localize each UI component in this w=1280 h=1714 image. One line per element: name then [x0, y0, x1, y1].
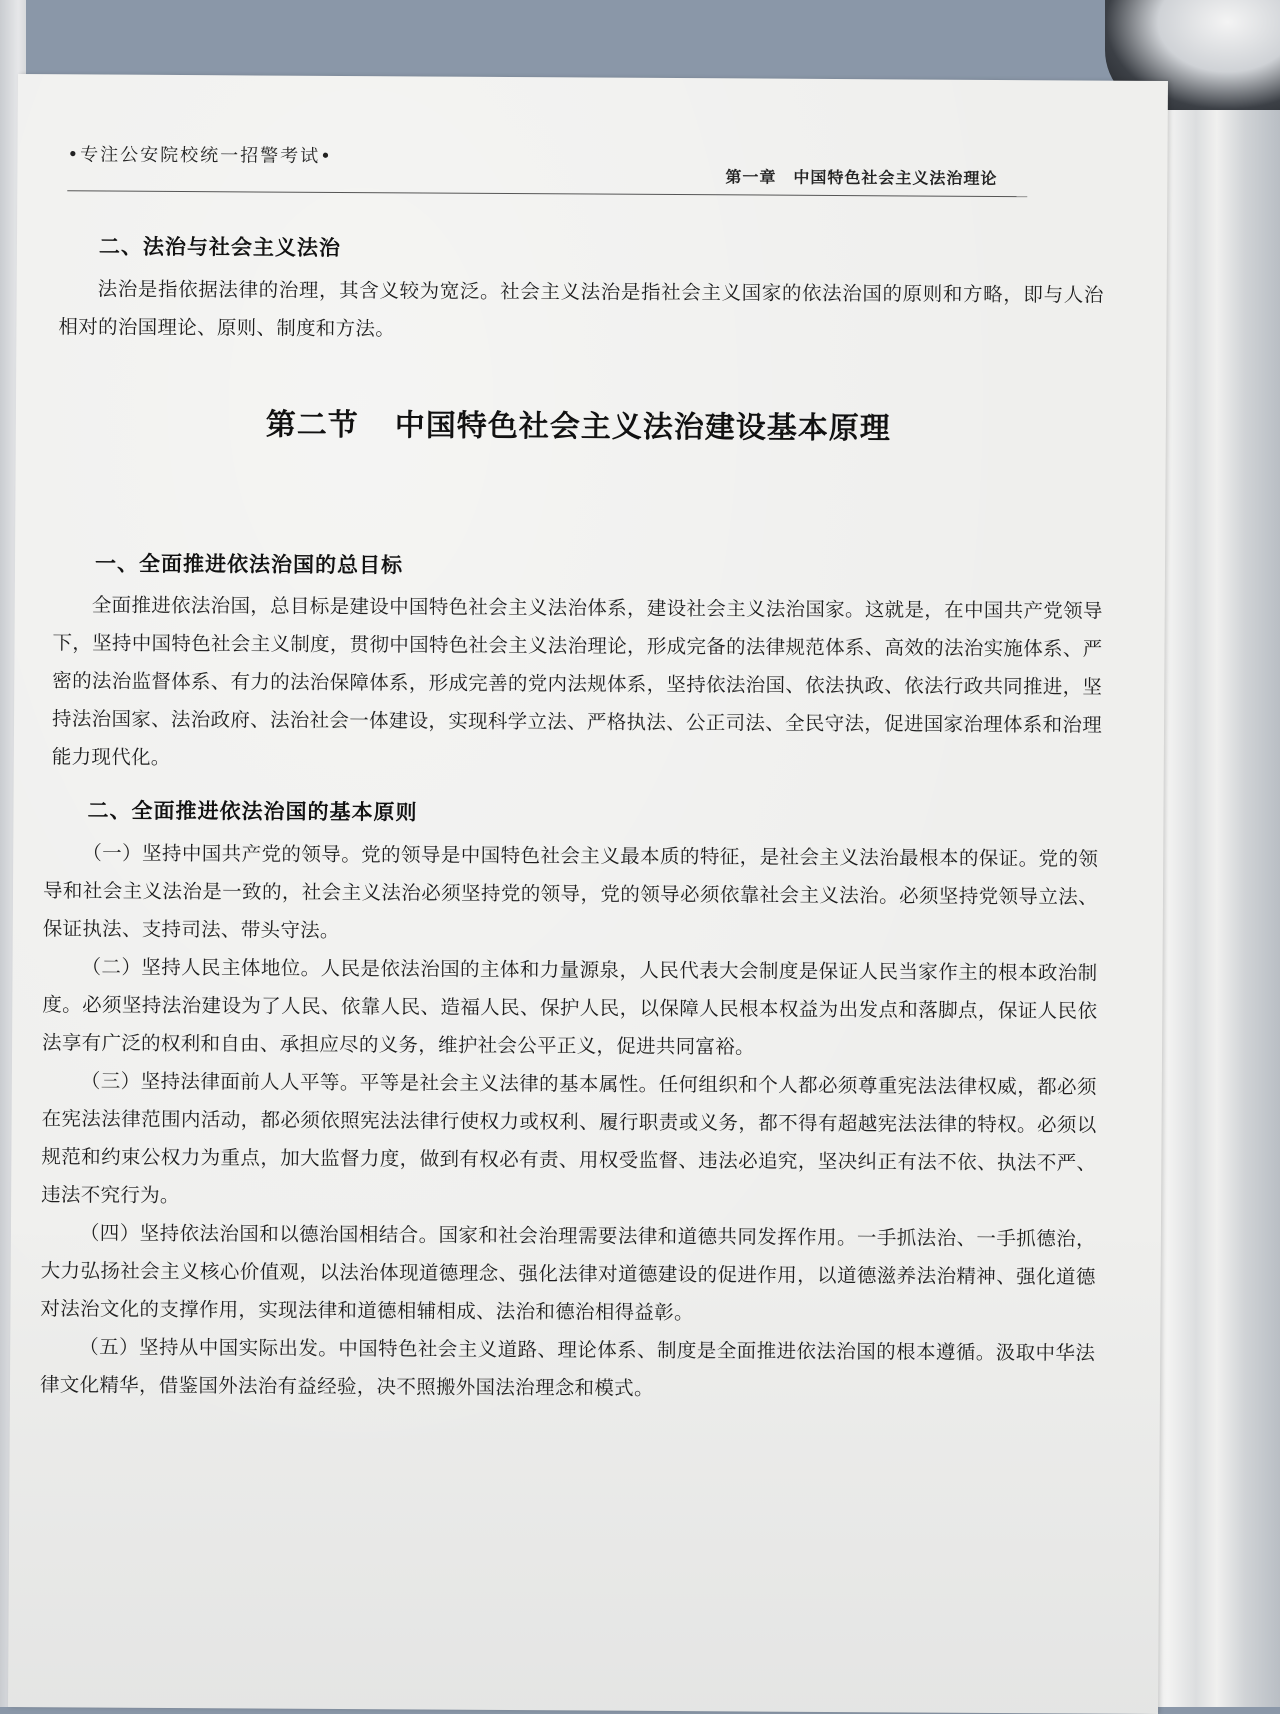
- principle-item: （一）坚持中国共产党的领导。党的领导是中国特色社会主义最本质的特征，是社会主义法治最根本的保证。党的领导和社会主义法治是一致的，社会主义法治必须坚持党的领导，党的领导必须依靠社会主义法治。必须坚持党领导立法、保证执法、支持司法、带头守法。: [42, 841, 1099, 942]
- principle-item: （四）坚持依法治国和以德治国相结合。国家和社会治理需要法律和道德共同发挥作用。一手抓法治、一手抓德治，大力弘扬社会主义核心价值观，以法治体现道德理念、强化法律对道德建设的促进作用，以道德滋养法治精神、强化道德对法治文化的支撑作用，实现法律和道德相辅相成、法治和德治相得益彰。: [40, 1221, 1096, 1325]
- paragraph-text: 全面推进依法治国，总目标是建设中国特色社会主义法治体系，建设社会主义法治国家。这就是，在中国共产党领导下，坚持中国特色社会主义制度，贯彻中国特色社会主义法治理论，形成完备的法律规范体系、高效的法治实施体系、严密的法治监督体系、有力的法治保障体系，形成完善的党内法规体系，坚持依法治国、依法执政、依法行政共同推进，坚持法治国家、法治政府、法治社会一体建设，实现科学立法、严格执法、公正司法、全民守法，促进国家治理体系和治理能力现代化。: [51, 593, 1103, 769]
- heading-overall-goal: 一、全面推进依法治国的总目标: [94, 551, 404, 578]
- paragraph-rule-of-law: [58, 270, 1103, 352]
- running-header-left: •专注公安院校统一招警考试•: [67, 144, 333, 167]
- principle-item: （二）坚持人民主体地位。人民是依法治国的主体和力量源泉，人民代表大会制度是保证人民当家作主的根本政治制度。必须坚持法治建设为了人民、依靠人民、造福人民、保护人民，以保障人民根本权益为出发点和落脚点，保证人民依法享有广泛的权利和自由、承担应尽的义务，维护社会公平正义，促进共同富裕。: [42, 955, 1098, 1059]
- heading-rule-of-law: 二、法治与社会主义法治: [98, 234, 342, 260]
- paragraph-overall-goal: [52, 586, 1103, 782]
- header-rule: [67, 190, 1027, 197]
- book-page: [8, 74, 1168, 1714]
- paragraph-text: 法治是指依据法律的治理，其含义较为宽泛。社会主义法治是指社会主义国家的依法治国的原则和方略，即与人治相对的治国理论、原则、制度和方法。: [58, 277, 1104, 341]
- section-number: 第二节: [265, 407, 359, 444]
- section-title: [266, 400, 891, 448]
- section-name: 中国特色社会主义法治建设基本原理: [394, 408, 891, 447]
- heading-basic-principles: 二、全面推进依法治国的基本原则: [87, 798, 418, 825]
- principle-item: （三）坚持法律面前人人平等。平等是社会主义法律的基本属性。任何组织和个人都必须尊重宪法法律权威，都必须在宪法法律范围内活动，都必须依照宪法法律行使权力或权利、履行职责或义务，都不得有超越宪法法律的特权。必须以规范和约束公权力为重点，加大监督力度，做到有权必有责、用权受监督、违法必追究，坚决纠正有法不依、执法不严、违法不究行为。: [41, 1069, 1097, 1208]
- principles-list: [40, 834, 1098, 1410]
- running-header-right: 第一章 中国特色社会主义法治理论: [725, 167, 998, 188]
- principle-item: （五）坚持从中国实际出发。中国特色社会主义道路、理论体系、制度是全面推进依法治国的根本遵循。汲取中华法律文化精华，借鉴国外法治有益经验，决不照搬外国法治理念和模式。: [39, 1335, 1096, 1400]
